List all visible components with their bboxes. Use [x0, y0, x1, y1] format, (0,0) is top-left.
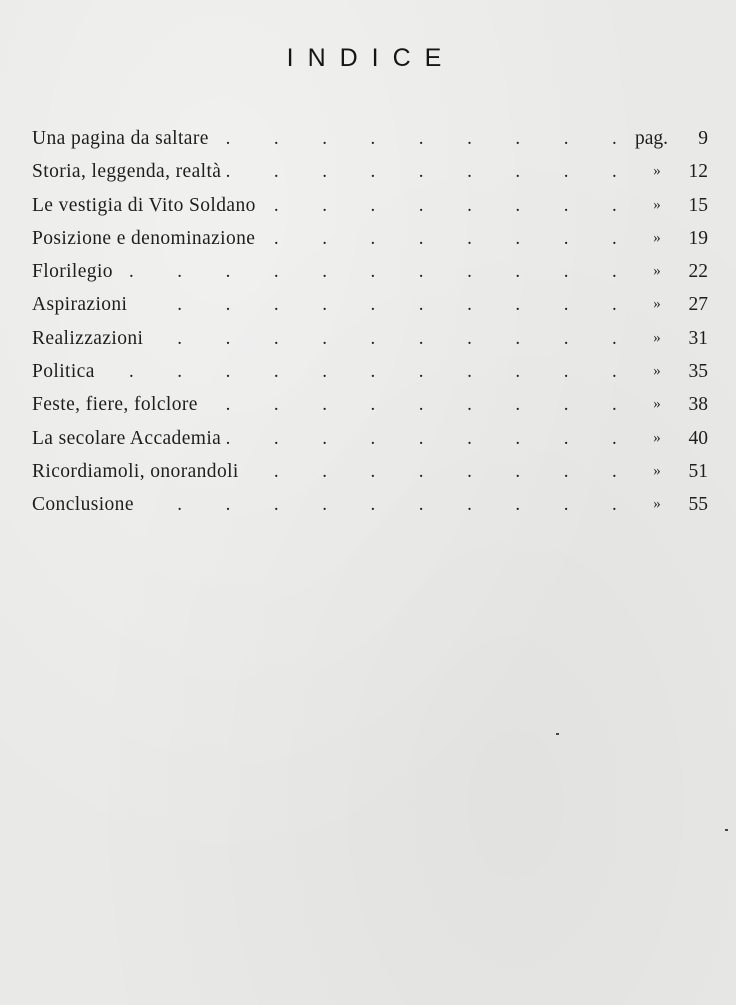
leader-dot: . [418, 394, 424, 416]
toc-entry-page: 9 [698, 128, 708, 149]
leader-dot: . [322, 194, 327, 216]
toc-entry-marker: » [653, 396, 661, 413]
leader-dot: . [418, 294, 424, 316]
leader-dot: . [612, 361, 617, 383]
leader-dot: . [612, 261, 617, 283]
leader-dot: . [515, 460, 521, 482]
toc-entry-title: Feste, fiere, folclore [32, 394, 198, 416]
leader-dot: . [129, 361, 134, 383]
leader-dot: . [370, 494, 376, 516]
toc-entry-page: 12 [688, 161, 708, 183]
leader-dot: . [418, 361, 424, 383]
leader-dot: . [322, 460, 327, 482]
leader-dot: . [418, 128, 424, 149]
table-of-contents [32, 122, 708, 522]
toc-entry-title: Ricordiamoli, onorandoli [32, 460, 239, 482]
toc-entry-marker: » [653, 496, 661, 513]
dot-leader [32, 288, 617, 321]
toc-entry-title: Politica [32, 361, 95, 383]
leader-dot: . [563, 327, 569, 349]
leader-dot: . [612, 194, 617, 216]
leader-dot: . [563, 361, 569, 383]
leader-dot: . [225, 161, 231, 183]
leader-dot: . [515, 394, 521, 416]
leader-dot: . [515, 227, 521, 249]
leader-dot: . [225, 261, 231, 283]
toc-entry [32, 455, 708, 488]
leader-dot: . [563, 427, 569, 449]
leader-dot: . [225, 128, 231, 149]
leader-dot: . [418, 427, 424, 449]
leader-dot: . [467, 494, 472, 516]
toc-entry-marker: » [653, 363, 661, 380]
toc-entry-page: 27 [688, 294, 708, 316]
leader-dot: . [370, 460, 376, 482]
leader-dot: . [322, 394, 327, 416]
leader-dot: . [515, 494, 521, 516]
toc-entry-title: Conclusione [32, 494, 134, 516]
leader-dot: . [515, 161, 521, 183]
leader-dot: . [273, 427, 279, 449]
leader-dot: . [370, 194, 376, 216]
dot-leader [32, 189, 617, 222]
leader-dot: . [563, 227, 569, 249]
leader-dot: . [322, 427, 327, 449]
toc-entry-page: 15 [688, 194, 708, 216]
leader-dot: . [129, 261, 134, 283]
leader-dot: . [467, 261, 472, 283]
leader-dot: . [370, 161, 376, 183]
toc-entry-marker: » [653, 196, 661, 213]
leader-dot: . [612, 161, 617, 183]
leader-dot: . [370, 427, 376, 449]
leader-dot: . [225, 427, 231, 449]
leader-dot: . [225, 494, 231, 516]
toc-entry-page: 22 [688, 261, 708, 283]
leader-dot: . [467, 327, 472, 349]
toc-entry-page: 35 [688, 361, 708, 383]
leader-dot: . [370, 128, 376, 149]
leader-dot: . [370, 227, 376, 249]
leader-dot: . [563, 161, 569, 183]
dot-leader [32, 388, 617, 421]
leader-dot: . [225, 294, 231, 316]
leader-dot: . [273, 361, 279, 383]
leader-dot: . [322, 494, 327, 516]
leader-dot: . [273, 494, 279, 516]
print-speck [725, 829, 728, 831]
toc-entry-marker: » [653, 263, 661, 280]
toc-entry-marker: » [653, 296, 661, 313]
leader-dot: . [322, 128, 327, 149]
leader-dot: . [418, 460, 424, 482]
toc-entry [32, 222, 708, 255]
leader-dot: . [515, 427, 521, 449]
leader-dot: . [322, 327, 327, 349]
leader-dot: . [612, 327, 617, 349]
toc-entry-title: Aspirazioni [32, 294, 128, 316]
leader-dot: . [563, 294, 569, 316]
toc-entry-page: 19 [688, 227, 708, 249]
toc-entry-title: La secolare Accademia [32, 427, 222, 449]
leader-dot: . [515, 294, 521, 316]
toc-entry-page: 31 [688, 327, 708, 349]
leader-dot: . [563, 128, 569, 149]
dot-leader [32, 255, 617, 288]
leader-dot: . [370, 261, 376, 283]
leader-dot: . [515, 327, 521, 349]
leader-dot: . [418, 261, 424, 283]
leader-dot: . [322, 227, 327, 249]
leader-dot: . [177, 261, 183, 283]
leader-dot: . [177, 361, 183, 383]
toc-entry [32, 488, 708, 521]
leader-dot: . [273, 194, 279, 216]
dot-leader [32, 155, 617, 188]
toc-entry [32, 122, 708, 155]
toc-entry-marker: » [653, 329, 661, 346]
leader-dot: . [225, 394, 231, 416]
leader-dot: . [273, 261, 279, 283]
leader-dot: . [370, 294, 376, 316]
leader-dot: . [322, 361, 327, 383]
toc-entry [32, 288, 708, 321]
toc-entry-title: Una pagina da saltare [32, 128, 209, 149]
leader-dot: . [612, 294, 617, 316]
leader-dot: . [563, 494, 569, 516]
leader-dot: . [273, 327, 279, 349]
leader-dot: . [612, 427, 617, 449]
leader-dot: . [273, 394, 279, 416]
leader-dot: . [612, 494, 617, 516]
toc-entry-page: 51 [688, 460, 708, 482]
toc-entry [32, 355, 708, 388]
leader-dot: . [273, 460, 279, 482]
leader-dot: . [177, 327, 183, 349]
leader-dot: . [612, 394, 617, 416]
leader-dot: . [370, 394, 376, 416]
leader-dot: . [370, 361, 376, 383]
leader-dot: . [467, 227, 472, 249]
toc-entry-page: 55 [688, 494, 708, 516]
leader-dot: . [418, 494, 424, 516]
dot-leader [32, 222, 617, 255]
leader-dot: . [612, 460, 617, 482]
toc-entry [32, 422, 708, 455]
leader-dot: . [273, 294, 279, 316]
leader-dot: . [515, 361, 521, 383]
toc-entry-page: 38 [688, 394, 708, 416]
leader-dot: . [370, 327, 376, 349]
toc-entry [32, 155, 708, 188]
leader-dot: . [467, 427, 472, 449]
toc-entry-marker: » [653, 462, 661, 479]
leader-dot: . [467, 394, 472, 416]
toc-entry-title: Realizzazioni [32, 327, 144, 349]
toc-entry-marker: » [653, 429, 661, 446]
leader-dot: . [563, 261, 569, 283]
toc-entry [32, 255, 708, 288]
leader-dot: . [515, 128, 521, 149]
toc-entry-title: Storia, leggenda, realtà [32, 161, 222, 183]
leader-dot: . [225, 327, 231, 349]
leader-dot: . [225, 361, 231, 383]
leader-dot: . [612, 227, 617, 249]
leader-dot: . [273, 161, 279, 183]
leader-dot: . [418, 161, 424, 183]
toc-entry-page: 40 [688, 427, 708, 449]
leader-dot: . [515, 261, 521, 283]
toc-entry-title: Le vestigia di Vito Soldano [32, 194, 256, 216]
toc-entry-marker: pag. [635, 128, 669, 149]
dot-leader [32, 455, 617, 488]
dot-leader [32, 322, 617, 355]
leader-dot: . [273, 128, 279, 149]
leader-dot: . [177, 494, 183, 516]
toc-entry [32, 322, 708, 355]
toc-entry-marker: » [653, 163, 661, 180]
dot-leader [32, 488, 617, 521]
leader-dot: . [467, 128, 472, 149]
page-title: INDICE [286, 44, 456, 72]
dot-leader [32, 422, 617, 455]
print-speck [556, 733, 559, 735]
leader-dot: . [273, 227, 279, 249]
leader-dot: . [177, 294, 183, 316]
toc-entry [32, 189, 708, 222]
leader-dot: . [418, 194, 424, 216]
leader-dot: . [467, 361, 472, 383]
leader-dot: . [467, 161, 472, 183]
leader-dot: . [563, 460, 569, 482]
toc-entry [32, 388, 708, 421]
leader-dot: . [612, 128, 617, 149]
dot-leader [32, 355, 617, 388]
dot-leader [32, 122, 617, 155]
leader-dot: . [563, 394, 569, 416]
leader-dot: . [467, 294, 472, 316]
leader-dot: . [515, 194, 521, 216]
leader-dot: . [418, 327, 424, 349]
leader-dot: . [322, 261, 327, 283]
toc-entry-marker: » [653, 229, 661, 246]
toc-entry-title: Posizione e denominazione [32, 227, 256, 249]
leader-dot: . [467, 460, 472, 482]
leader-dot: . [322, 161, 327, 183]
leader-dot: . [467, 194, 472, 216]
toc-entry-title: Florilegio [32, 261, 113, 283]
leader-dot: . [322, 294, 327, 316]
leader-dot: . [563, 194, 569, 216]
leader-dot: . [418, 227, 424, 249]
